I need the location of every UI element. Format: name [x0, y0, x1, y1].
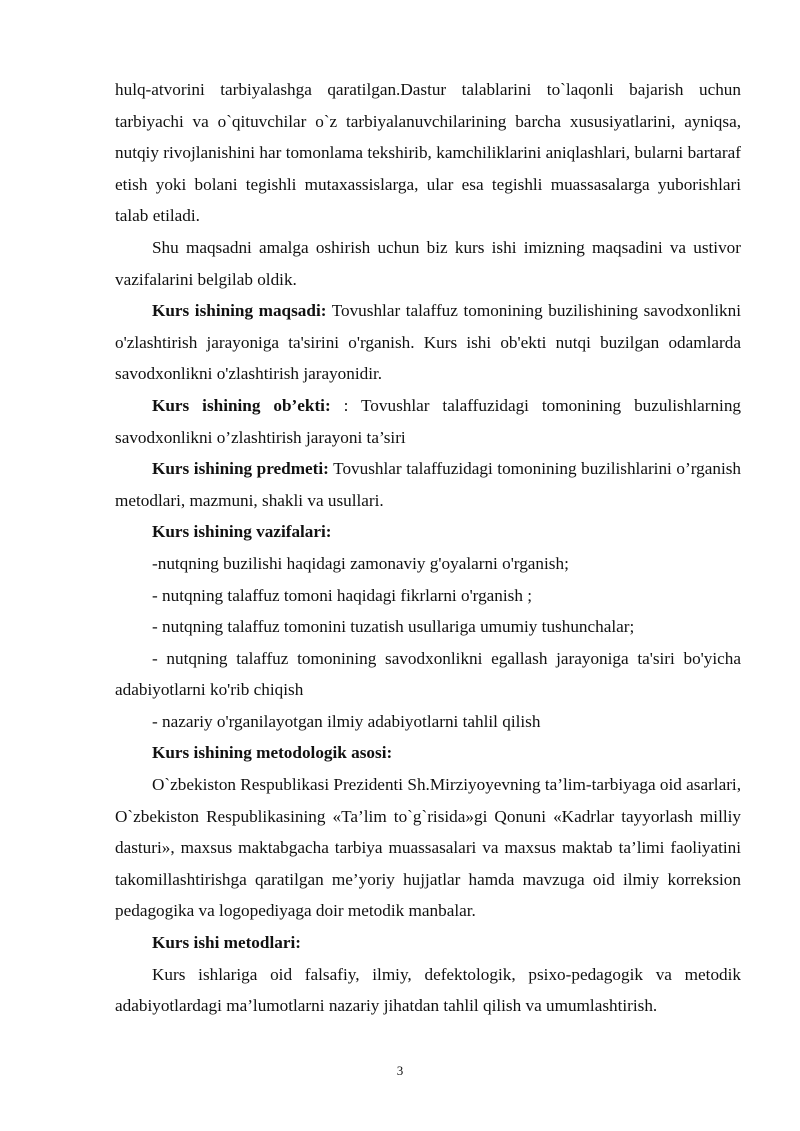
paragraph-methods-heading [115, 927, 741, 959]
task-item [115, 548, 741, 580]
heading-methods: Kurs ishi metodlari: [152, 933, 301, 953]
paragraph-text: O`zbekiston Respublikasi Prezidenti Sh.Mirziyoyevning ta’lim-tarbiyaga oid asarlari, O`zbekiston Respublikasining «Ta’lim to`g`risida»gi Qonuni «Kadrlar tayyorlash milliy dasturi», maxsus maktabgacha tarbiya muassasalari va maxsus maktab ta’limi faoliyatini takomillashtirishga qaratilgan me’yoriy hujjatlar hamda mavzuga oid ilmiy korreksion pedagogika va logopediyaga doir metodik manbalar. [115, 775, 742, 921]
paragraph-goal [115, 295, 741, 390]
page-body [115, 74, 741, 1022]
heading-goal: Kurs ishining maqsadi: [152, 301, 327, 321]
task-item [115, 643, 741, 706]
paragraph-text: Shu maqsadni amalga oshirish uchun biz kurs ishi imizning maqsadini va ustivor vazifalarini belgilab oldik. [115, 237, 741, 289]
paragraph-object [115, 390, 741, 453]
task-text: - nutqning talaffuz tomonining savodxonlikni egallash jarayoniga ta'siri bo'yicha adabiyotlarni ko'rib chiqish [115, 648, 741, 700]
task-text: - nutqning talaffuz tomonini tuzatish usullariga umumiy tushunchalar; [152, 617, 635, 637]
paragraph-text: Tovushlar talaffuzidagi tomonining buzilishlarini o’rganish metodlari, mazmuni, shakli va usullari. [115, 459, 741, 510]
heading-subject: Kurs ishining predmeti: [152, 459, 329, 479]
heading-methodology: Kurs ishining metodologik asosi: [152, 743, 393, 763]
paragraph-text: hulq-atvorini tarbiyalashga qaratilgan.Dastur talablarini to`laqonli bajarish uchun tarbiyachi va o`qituvchilar o`z tarbiyalanuvchilarining barcha xususiyatlarini, ayniqsa, nutqiy rivojlanishini har tomonlama tekshirib, kamchiliklarini aniqlashlari, bularni bartaraf etish yoki bolani tegishli mutaxassislarga, ular esa tegishli muassasalarga yuborishlari talab etiladi. [115, 80, 741, 226]
paragraph-text: Tovushlar talaffuz tomonining buzilishining savodxonlikni o'zlashtirish jarayoniga ta'sirini o'rganish. Kurs ishi ob'ekti nutqi buzilgan odamlarda savodxonlikni o'zlashtirish jarayonidir. [115, 301, 741, 384]
task-item [115, 706, 741, 738]
task-text: - nutqning talaffuz tomoni haqidagi fikrlarni o'rganish ; [152, 585, 533, 605]
paragraph-intro [115, 232, 741, 295]
task-item [115, 611, 741, 643]
paragraph-tasks-heading [115, 516, 741, 548]
task-item [115, 580, 741, 612]
heading-tasks: Kurs ishining vazifalari: [152, 522, 332, 542]
paragraph-methodology-heading [115, 737, 741, 769]
paragraph-continuation [115, 74, 741, 232]
paragraph-text: Kurs ishlariga oid falsafiy, ilmiy, defektologik, psixo-pedagogik va metodik adabiyotlardagi ma’lumotlarni nazariy jihatdan tahlil qilish va umumlashtirish. [115, 964, 741, 1016]
heading-object: Kurs ishining ob’ekti: [152, 395, 331, 415]
paragraph-methodology [115, 769, 741, 927]
paragraph-text: : Tovushlar talaffuzidagi tomonining buzulishlarning savodxonlikni o’zlashtirish jarayoni ta’siri [115, 395, 742, 447]
paragraph-subject [115, 453, 741, 516]
page-number: 3 [396, 1063, 404, 1078]
paragraph-methods [115, 959, 741, 1022]
task-text: - nazariy o'rganilayotgan ilmiy adabiyotlarni tahlil qilish [152, 711, 541, 731]
task-text: -nutqning buzilishi haqidagi zamonaviy g'oyalarni o'rganish; [152, 553, 569, 573]
